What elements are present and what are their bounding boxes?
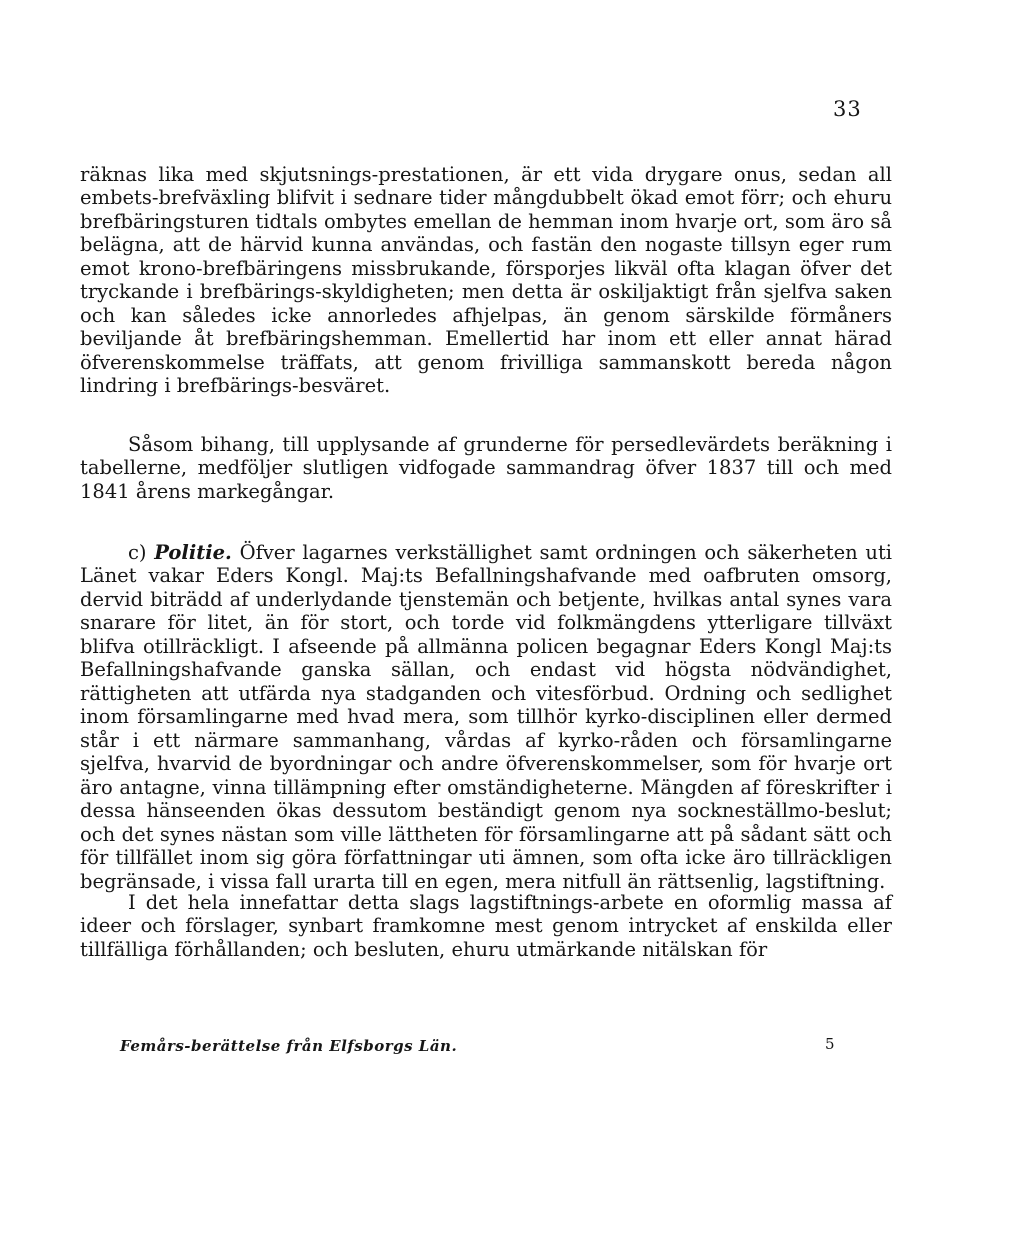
paragraph-politie-text: Öfver lagarnes verkställighet samt ordningen och säkerheten uti Länet vakar Eders Kongl. Maj:ts Befallningshafvande med oafbruten omsorg, dervid biträdd af underlydande tjenstemän och betjente, hvilkas antal synes vara snarare för litet, än för stort, och torde vid folkmängdens ytterligare tillväxt blifva otillräckligt. I afseende på allmänna policen begagnar Eders Kongl Maj:ts Befallningshafvande ganska sällan, och endast vid högsta nödvändighet, rättigheten att utfärda nya stadganden och vitesförbud. Ordning och sedlighet inom församlingarne med hvad mera, som tillhör kyrko-disciplinen eller dermed står i ett närmare sammanhang, vårdas af kyrko-råden och församlingarne sjelfva, hvarvid de byordningar och andre öfverenskommelser, som för hvarje ort äro antagne, vinna tillämpning efter omständigheterne. Mängden af föreskrifter i dessa hänseenden ökas dessutom beständigt genom nya sockneställmo-beslut; och det synes nästan som ville lättheten för församlingarne att på sådant sätt och för tillfället inom sig göra författningar uti ämnen, som ofta icke äro tillräckligen begränsade, i vissa fall urarta till en egen, mera nitfull än rättsenlig, lagstiftning. bbox=[80, 540, 893, 893]
paragraph-politie bbox=[80, 541, 892, 894]
paragraph-brefbaring: räknas lika med skjutsnings-prestationen, är ett vida drygare onus, sedan all embets-brefväxling blifvit i sednare tider mångdubbelt ökad emot förr; och ehuru brefbäringsturen tidtals ombytes emellan de hemman inom hvarje ort, som äro så belägna, att de härvid kunna användas, och fastän den nogaste tillsyn eger rum emot krono-brefbäringens missbrukande, försporjes likväl ofta klagan öfver det tryckande i brefbärings-skyldigheten; men detta är oskiljaktigt från sjelfva saken och kan således icke annorledes afhjelpas, än genom särskilde förmåners beviljande åt brefbäringshemman. Emellertid har inom ett eller annat härad öfverenskommelse träffats, att genom frivilliga sammanskott bereda någon lindring i brefbärings-besväret. bbox=[80, 162, 892, 397]
signature-mark: 5 bbox=[825, 1035, 835, 1053]
section-marker: c) bbox=[128, 540, 147, 564]
section-heading: Politie. bbox=[154, 540, 232, 564]
page-number: 33 bbox=[833, 97, 862, 121]
footer-title: Femårs-berättelse från Elfsborgs Län. bbox=[120, 1037, 458, 1055]
paragraph-markegangar: Såsom bihang, till upplysande af grunderne för persedlevärdets beräkning i tabellerne, medföljer slutligen vidfogade sammandrag öfver 1837 till och med 1841 årens markegångar. bbox=[80, 432, 892, 503]
paragraph-lagstiftning: I det hela innefattar detta slags lagstiftnings-arbete en oformlig massa af ideer och förslager, synbart framkomne mest genom intrycket af enskilda eller tillfälliga förhållanden; och besluten, ehuru utmärkande nitälskan för bbox=[80, 890, 892, 961]
